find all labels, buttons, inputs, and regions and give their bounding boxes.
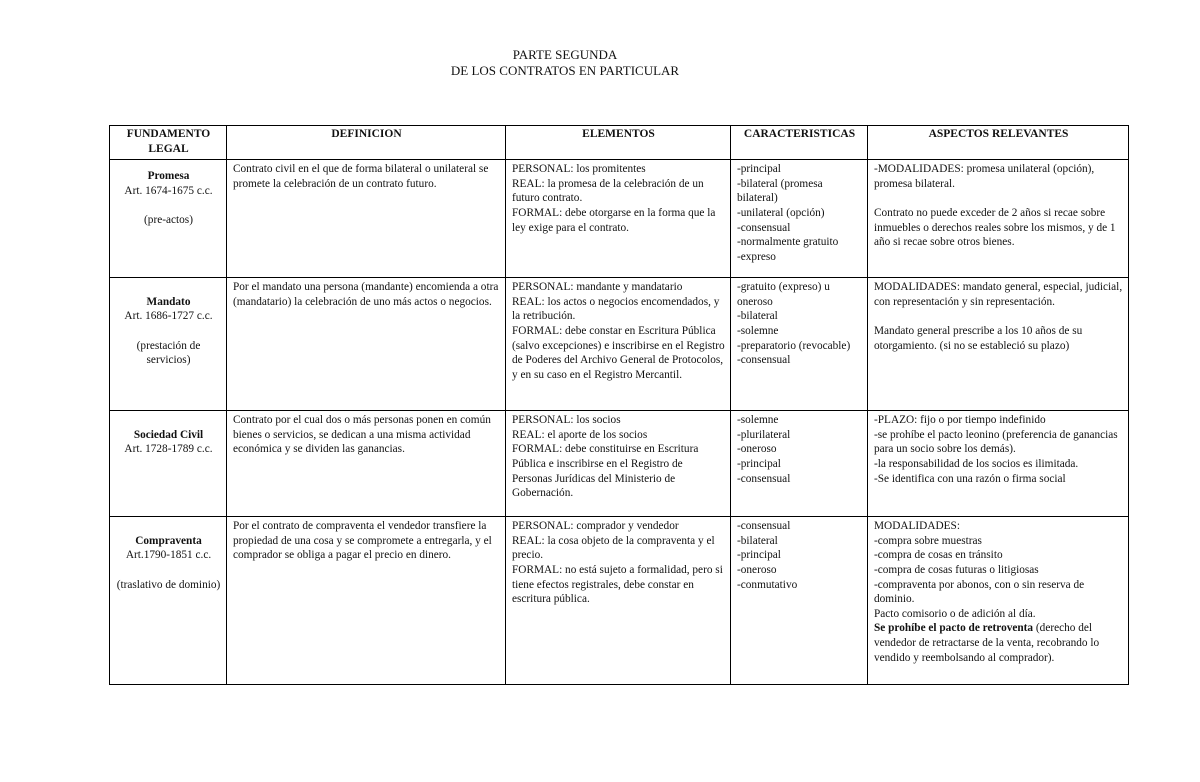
table-row-mandato (110, 278, 1129, 411)
cell-fundamento (110, 278, 227, 411)
contract-note: (prestación de servicios) (136, 339, 201, 367)
element-real: REAL: la promesa de la celebración de un futuro contrato. (512, 177, 704, 205)
cell-aspectos (868, 517, 1129, 685)
contract-note: (traslativo de dominio) (116, 578, 221, 591)
list-item: -principal (737, 457, 781, 470)
list-item: -plurilateral (737, 428, 791, 441)
list-item: -principal (737, 163, 781, 176)
aspect-text: -se prohíbe el pacto leonino (preferencia de ganancias para un socio sobre los demás). (874, 428, 1118, 456)
list-item: -bilateral (promesa bilateral) (737, 177, 823, 205)
list-item: -conmutativo (737, 578, 798, 591)
list-item: -solemne (737, 324, 779, 337)
contract-name: Sociedad Civil (133, 428, 204, 441)
list-item: -gratuito (expreso) u oneroso (737, 281, 830, 308)
list-item: -oneroso (737, 443, 777, 456)
table-row-compraventa (110, 517, 1129, 685)
cell-caracteristicas (731, 411, 868, 517)
list-item: -unilateral (opción) (737, 206, 825, 219)
element-real: REAL: los actos o negocios encomendados, y la retribución. (512, 295, 720, 323)
list-item: -consensual (737, 520, 791, 533)
element-personal: PERSONAL: los promitentes (512, 163, 646, 176)
element-formal: FORMAL: debe constar en Escritura Pública (salvo excepciones) e inscribirse en el Registro de Poderes del Archivo General de Protocolos, y en su caso en el Registro Mercantil. (512, 324, 725, 381)
cell-caracteristicas (731, 160, 868, 278)
list-item: -solemne (737, 414, 779, 427)
aspect-text: -Se identifica con una razón o firma social (874, 472, 1066, 485)
cell-fundamento (110, 517, 227, 685)
list-item: -bilateral (737, 534, 778, 547)
header-aspectos-relevantes: ASPECTOS RELEVANTES (868, 126, 1129, 160)
element-personal: PERSONAL: mandante y mandatario (512, 281, 683, 294)
aspect-text: -compra sobre muestras (874, 534, 982, 547)
list-item: -preparatorio (revocable) (737, 339, 851, 352)
title-line-2: DE LOS CONTRATOS EN PARTICULAR (450, 63, 680, 78)
contract-article: Art. 1674-1675 c.c. (124, 184, 213, 197)
aspect-text: -compra de cosas en tránsito (874, 549, 1003, 562)
aspect-text: MODALIDADES: mandato general, especial, judicial, con representación y sin representación. (874, 281, 1123, 308)
aspect-text: Contrato no puede exceder de 2 años si recae sobre inmuebles o derechos reales sobre los mismos, y de 1 año si recae sobre otros bienes. (874, 206, 1116, 249)
cell-aspectos (868, 411, 1129, 517)
list-item: -consensual (737, 472, 791, 485)
cell-aspectos (868, 160, 1129, 278)
list-item: -consensual (737, 354, 791, 367)
header-caracteristicas: CARACTERISTICAS (731, 126, 868, 160)
element-formal: FORMAL: debe otorgarse en la forma que la ley exige para el contrato. (512, 206, 716, 234)
cell-elementos (506, 411, 731, 517)
header-fundamento-legal: FUNDAMENTO LEGAL (110, 126, 227, 160)
cell-elementos (506, 278, 731, 411)
element-personal: PERSONAL: comprador y vendedor (512, 520, 679, 533)
cell-definicion: Por el mandato una persona (mandante) encomienda a otra (mandatario) la celebración de uno más actos o negocios. (227, 278, 506, 411)
list-item: -oneroso (737, 563, 777, 576)
element-formal: FORMAL: debe constituirse en Escritura Pública e inscribirse en el Registro de Personas Jurídicas del Ministerio de Gobernación. (512, 443, 699, 500)
cell-aspectos (868, 278, 1129, 411)
cell-fundamento (110, 411, 227, 517)
table-header-row (110, 126, 1129, 160)
aspect-text: -la responsabilidad de los socios es ilimitada. (874, 457, 1079, 470)
aspect-text: -compra de cosas futuras o litigiosas (874, 563, 1039, 576)
table-row-sociedad-civil (110, 411, 1129, 517)
element-real: REAL: el aporte de los socios (512, 428, 648, 441)
cell-definicion: Contrato por el cual dos o más personas ponen en común bienes o servicios, se dedican a una misma actividad económica y se dividen las ganancias. (227, 411, 506, 517)
list-item: -consensual (737, 221, 791, 234)
element-real: REAL: la cosa objeto de la compraventa y el precio. (512, 534, 715, 562)
aspect-text: -MODALIDADES: promesa unilateral (opción), promesa bilateral. (874, 163, 1095, 190)
contract-article: Art. 1728-1789 c.c. (124, 443, 213, 456)
cell-fundamento (110, 160, 227, 278)
list-item: -principal (737, 549, 781, 562)
aspect-bold-text: Se prohíbe el pacto de retroventa (874, 622, 1034, 635)
aspect-text (874, 621, 1123, 665)
contract-article: Art. 1686-1727 c.c. (124, 310, 213, 323)
cell-caracteristicas (731, 517, 868, 685)
contract-name: Mandato (146, 295, 191, 308)
cell-elementos (506, 517, 731, 685)
cell-definicion: Por el contrato de compraventa el vendedor transfiere la propiedad de una cosa y se compromete a entregarla, y el comprador se obliga a pagar el precio en dinero. (227, 517, 506, 685)
table-row-promesa (110, 160, 1129, 278)
contract-name: Promesa (147, 170, 190, 183)
contract-article: Art.1790-1851 c.c. (125, 549, 212, 562)
element-formal: FORMAL: no está sujeto a formalidad, pero si tiene efectos registrales, debe constar en escritura pública. (512, 563, 723, 606)
list-item: -bilateral (737, 310, 778, 323)
cell-elementos (506, 160, 731, 278)
contract-name: Compraventa (135, 534, 202, 547)
aspect-tail-text: (derecho del vendedor de retractarse de la venta, recobrando lo vendido y reembolsando al comprador). (874, 622, 1100, 664)
header-elementos: ELEMENTOS (506, 126, 731, 160)
aspect-text: -compraventa por abonos, con o sin reserva de dominio. (874, 578, 1085, 606)
cell-caracteristicas (731, 278, 868, 411)
contracts-table (109, 125, 1129, 685)
list-item: -normalmente gratuito (737, 236, 839, 249)
cell-definicion: Contrato civil en el que de forma bilateral o unilateral se promete la celebración de un contrato futuro. (227, 160, 506, 278)
aspect-text: Pacto comisorio o de adición al día. (874, 607, 1036, 620)
contract-note: (pre-actos) (144, 213, 193, 226)
header-definicion: DEFINICION (227, 126, 506, 160)
element-personal: PERSONAL: los socios (512, 414, 621, 427)
document-title (0, 47, 1130, 79)
aspect-text: -PLAZO: fijo o por tiempo indefinido (874, 414, 1046, 427)
aspect-text: MODALIDADES: (874, 520, 960, 533)
aspect-text: Mandato general prescribe a los 10 años de su otorgamiento. (si no se estableció su plazo) (874, 324, 1083, 352)
list-item: -expreso (737, 250, 776, 263)
title-line-1: PARTE SEGUNDA (512, 47, 618, 62)
